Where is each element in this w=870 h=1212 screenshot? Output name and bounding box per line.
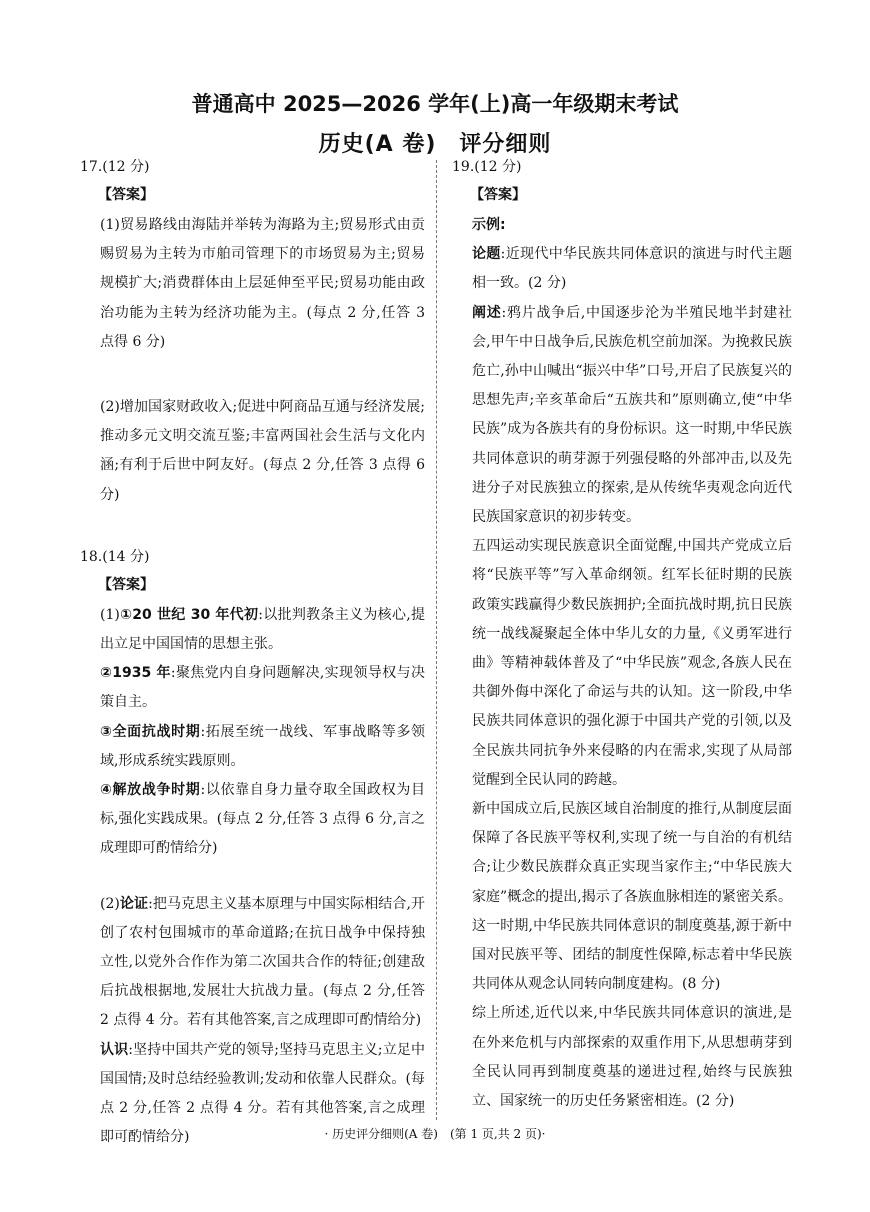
- question-17: [80, 156, 425, 510]
- column-divider: [436, 160, 437, 1120]
- answer-point-2: [100, 659, 425, 717]
- answer-label: 【答案】: [98, 187, 154, 203]
- conclusion-paragraph: 综上所述,近代以来,中华民族共同体意识的演进,是在外来危机与内部探索的双重作用下,从思想萌芽到全民认同再到制度奠基的递进过程,始终与民族独立、国家统一的历史任务紧密相连。(2 分): [472, 1005, 792, 1110]
- question-19: [452, 156, 792, 1116]
- answer-point-4: [100, 776, 425, 864]
- period-heading: ②1935 年: [100, 665, 171, 682]
- period-text: :以批判教条主义为核心,提出立足中国国情的思想主张。: [100, 606, 425, 653]
- period-text: :聚焦党内自身问题解决,实现领导权与决策自主。: [100, 665, 425, 711]
- argument-text: :鸦片战争后,中国逐步沦为半殖民地半封建社会,甲午中日战争后,民族危机空前加深。为挽救民族危亡,孙中山喊出“振兴中华”口号,开启了民族复兴的思想先声;辛亥革命后“五族共和”原则确立,使“中华民族”成为各族共有的身份标识。这一时期,中华民族共同体意识的萌芽源于列强侵略的外部冲击,以及先进分子对民族独立的探索,是从传统华夷观念向近代民族国家意识的初步转变。: [472, 304, 792, 526]
- argument-paragraph-1: [472, 299, 792, 533]
- document-title: 历史(A 卷) 评分细则: [318, 132, 552, 157]
- period-heading: ③全面抗战时期: [100, 723, 201, 740]
- answer-point-1: [100, 601, 425, 659]
- argument-paragraph-2: 五四运动实现民族意识全面觉醒,中国共产党成立后将“民族平等”写入革命纲领。红军长征时期的民族政策实践赢得少数民族拥护;全面抗战时期,抗日民族统一战线凝聚起全体中华儿女的力量,《义勇军进行曲》等精神载体普及了“中华民族”观念,各族人民在共御外侮中深化了命运与共的认知。这一阶段,中华民族共同体意识的强化源于中国共产党的引领,以及全民族共同抗争外来侵略的内在需求,实现了从局部觉醒到全民认同的跨越。: [472, 538, 792, 788]
- left-column: [80, 156, 425, 1152]
- answer-argument: [100, 890, 425, 1036]
- example-label: 示例:: [472, 217, 506, 233]
- right-column: [452, 156, 792, 1116]
- thesis: [472, 240, 792, 298]
- period-heading: ④解放战争时期: [100, 782, 201, 799]
- part-prefix: (2): [100, 895, 120, 912]
- period-text: :拓展至统一战线、军事战略等多领域,形成系统实践原则。: [100, 723, 426, 769]
- argument-heading: 阐述: [472, 304, 502, 321]
- answer-point-3: [100, 718, 425, 776]
- answer-part-2: (2)增加国家财政收入;促进中阿商品互通与经济发展;推动多元文明交流互鉴;丰富两国社会生活与文化内涵;有利于后世中阿友好。(每点 2 分,任答 3 点得 6 分): [100, 399, 425, 503]
- question-number: 17.(12 分): [80, 159, 150, 175]
- understanding-heading: 认识: [100, 1041, 129, 1058]
- thesis-text: :近现代中华民族共同体意识的演进与时代主题相一致。(2 分): [472, 246, 793, 292]
- exam-title: 普通高中 2025—2026 学年(上)高一年级期末考试: [191, 92, 679, 116]
- thesis-heading: 论题: [472, 246, 501, 263]
- answer-part-1: (1)贸易路线由海陆并举转为海路为主;贸易形式由贡赐贸易为主转为市舶司管理下的市场贸易为主;贸易规模扩大;消费群体由上层延伸至平民;贸易功能由政治功能为主转为经济功能为主。(每点 2 分,任答 3 点得 6 分): [100, 217, 425, 350]
- argument-heading: 论证: [119, 895, 149, 912]
- answer-label: 【答案】: [470, 187, 526, 203]
- argument-text: :把马克思主义基本原理与中国实际相结合,开创了农村包围城市的革命道路;在抗日战争中保持独立性,以党外合作作为第二次国共合作的特征;创建敌后抗战根据地,发展壮大抗战力量。(每点 2 分,任答 2 点得 4 分。若有其他答案,言之成理即可酌情给分): [100, 895, 426, 1029]
- question-number: 19.(12 分): [452, 159, 522, 175]
- question-number: 18.(14 分): [80, 548, 150, 565]
- period-text: :以依靠自身力量夺取全国政权为目标,强化实践成果。(每点 2 分,任答 3 点得 6 分,言之成理即可酌情给分): [100, 782, 426, 857]
- period-heading: ①20 世纪 30 年代初: [119, 606, 259, 623]
- argument-paragraph-3: 新中国成立后,民族区域自治制度的推行,从制度层面保障了各民族平等权利,实现了统一与自治的有机结合;让少数民族群众真正实现当家作主;“中华民族大家庭”概念的提出,揭示了各族血脉相连的紧密关系。这一时期,中华民族共同体意识的制度奠基,源于新中国对民族平等、团结的制度性保障,标志着中华民族共同体从观念认同转向制度建构。(8 分): [472, 801, 792, 993]
- page-footer: · 历史评分细则(A 卷) (第 1 页,共 2 页)·: [324, 1127, 546, 1141]
- question-18: [80, 546, 425, 1153]
- answer-label: 【答案】: [98, 576, 154, 593]
- part-prefix: (1): [100, 606, 120, 623]
- understanding-text: :坚持中国共产党的领导;坚持马克思主义;立足中国国情;及时总结经验教训;发动和依靠人民群众。(每点 2 分,任答 2 点得 4 分。若有其他答案,言之成理即可酌情给分): [100, 1041, 426, 1146]
